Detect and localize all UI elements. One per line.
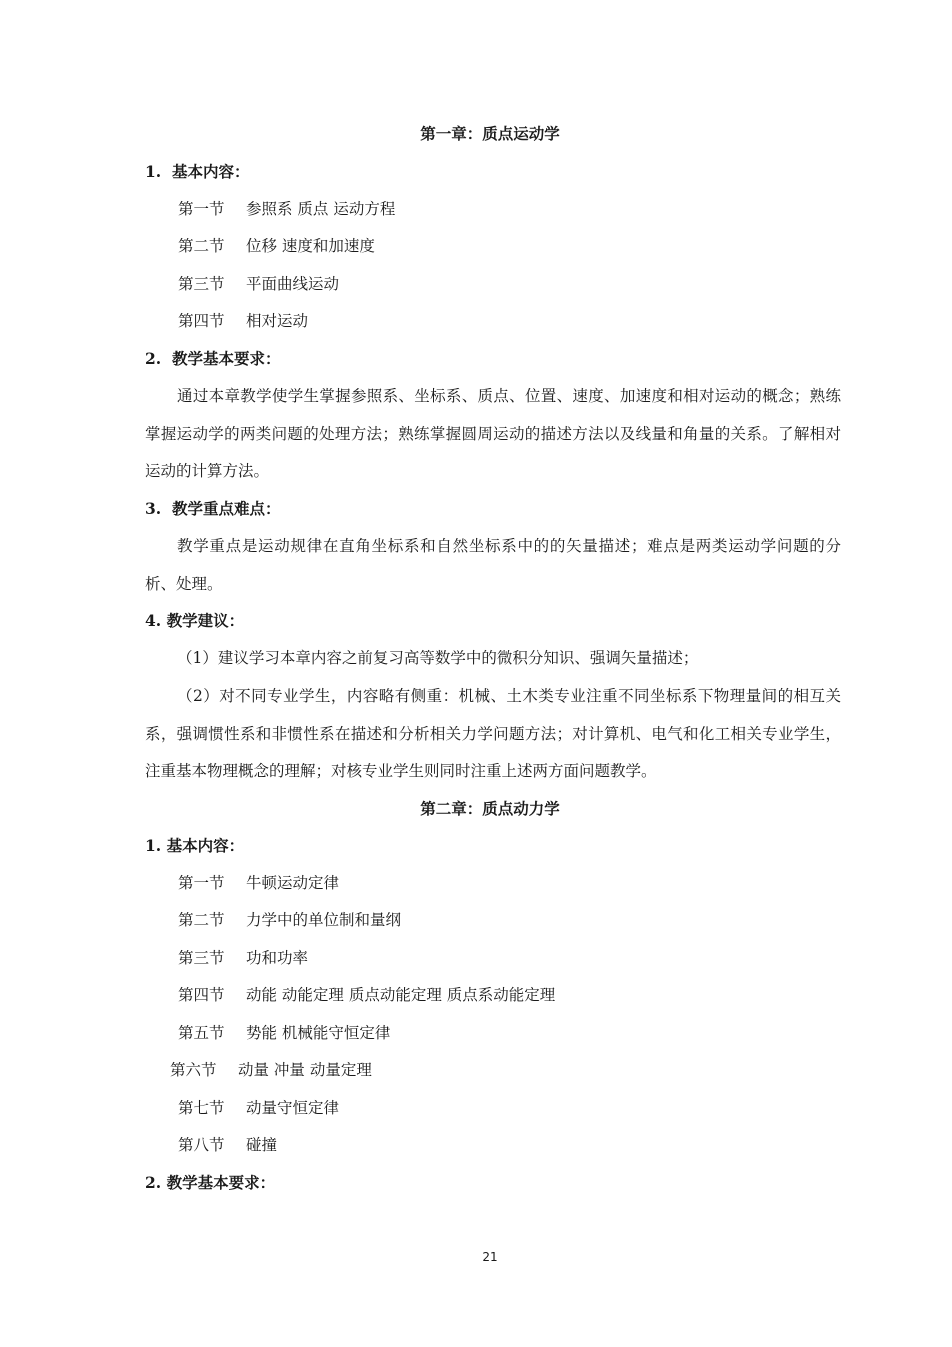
section-label: 第四节 bbox=[178, 312, 225, 330]
ch2-section-4 bbox=[178, 983, 555, 1007]
heading-number: 1. bbox=[145, 162, 162, 181]
section-text: 动量守恒定律 bbox=[246, 1099, 340, 1117]
section-label: 第四节 bbox=[178, 986, 225, 1004]
section-text: 碰撞 bbox=[246, 1136, 278, 1154]
section-label: 第五节 bbox=[178, 1024, 225, 1042]
heading-number: 3. bbox=[145, 499, 162, 518]
ch1-basic-content-heading bbox=[145, 160, 250, 184]
section-label: 第三节 bbox=[178, 275, 225, 293]
section-label: 第二节 bbox=[178, 237, 225, 255]
ch1-section-3 bbox=[178, 272, 339, 296]
page-number: 21 bbox=[482, 1250, 498, 1264]
section-label: 第一节 bbox=[178, 874, 225, 892]
ch1-suggestion-1: （1）建议学习本章内容之前复习高等数学中的微积分知识、强调矢量描述； bbox=[177, 649, 699, 667]
section-label: 第三节 bbox=[178, 949, 225, 967]
section-label: 第二节 bbox=[178, 911, 225, 929]
ch2-section-1 bbox=[178, 871, 339, 895]
section-text: 势能 机械能守恒定律 bbox=[246, 1024, 391, 1042]
ch1-key-points-heading bbox=[145, 497, 281, 521]
section-text: 动能 动能定理 质点动能定理 质点系动能定理 bbox=[246, 986, 556, 1004]
section-label: 第七节 bbox=[178, 1099, 225, 1117]
heading-number: 4. bbox=[145, 611, 162, 630]
ch2-section-8 bbox=[178, 1133, 277, 1157]
ch1-key-points-paragraph: 教学重点是运动规律在直角坐标系和自然坐标系中的的矢量描述；难点是两类运动学问题的分析、处理。 bbox=[145, 537, 841, 593]
ch2-requirements-heading bbox=[145, 1171, 275, 1195]
heading-text: 教学基本要求： bbox=[171, 350, 281, 368]
section-text: 力学中的单位制和量纲 bbox=[246, 911, 402, 929]
ch1-section-4 bbox=[178, 309, 308, 333]
ch1-suggestions-heading bbox=[145, 609, 244, 633]
ch2-basic-content-heading bbox=[145, 834, 244, 858]
ch1-section-2 bbox=[178, 234, 375, 258]
section-text: 平面曲线运动 bbox=[246, 275, 340, 293]
ch2-section-5 bbox=[178, 1021, 390, 1045]
chapter1-title: 第一章：质点运动学 bbox=[420, 125, 560, 143]
ch2-section-7 bbox=[178, 1096, 339, 1120]
ch2-section-3 bbox=[178, 946, 308, 970]
ch2-section-2 bbox=[178, 908, 401, 932]
section-label: 第八节 bbox=[178, 1136, 225, 1154]
heading-number: 2. bbox=[145, 1173, 162, 1192]
heading-number: 1. bbox=[145, 836, 162, 855]
section-label: 第六节 bbox=[170, 1061, 217, 1079]
heading-text: 教学重点难点： bbox=[171, 500, 281, 518]
section-text: 功和功率 bbox=[246, 949, 309, 967]
heading-text: 教学基本要求： bbox=[166, 1174, 276, 1192]
heading-text: 教学建议： bbox=[166, 612, 245, 630]
section-text: 动量 冲量 动量定理 bbox=[238, 1061, 372, 1079]
heading-number: 2. bbox=[145, 349, 162, 368]
section-text: 牛顿运动定律 bbox=[246, 874, 340, 892]
section-text: 相对运动 bbox=[246, 312, 309, 330]
ch1-suggestion-2: （2）对不同专业学生，内容略有侧重：机械、土木类专业注重不同坐标系下物理量间的相互关系，强调惯性系和非惯性系在描述和分析相关力学问题方法；对计算机、电气和化工相关专业学生，注重基本物理概念的理解；对核专业学生则同时注重上述两方面问题教学。 bbox=[145, 687, 841, 780]
ch1-requirements-heading bbox=[145, 347, 281, 371]
heading-text: 基本内容： bbox=[171, 163, 250, 181]
ch1-requirements-paragraph: 通过本章教学使学生掌握参照系、坐标系、质点、位置、速度、加速度和相对运动的概念；熟练掌握运动学的两类问题的处理方法；熟练掌握圆周运动的描述方法以及线量和角量的关系。了解相对运动的计算方法。 bbox=[145, 387, 841, 480]
ch1-section-1 bbox=[178, 197, 395, 221]
heading-text: 基本内容： bbox=[166, 837, 245, 855]
chapter2-title: 第二章：质点动力学 bbox=[420, 800, 560, 818]
section-text: 位移 速度和加速度 bbox=[246, 237, 375, 255]
section-text: 参照系 质点 运动方程 bbox=[246, 200, 396, 218]
section-label: 第一节 bbox=[178, 200, 225, 218]
ch2-section-6 bbox=[170, 1058, 372, 1082]
